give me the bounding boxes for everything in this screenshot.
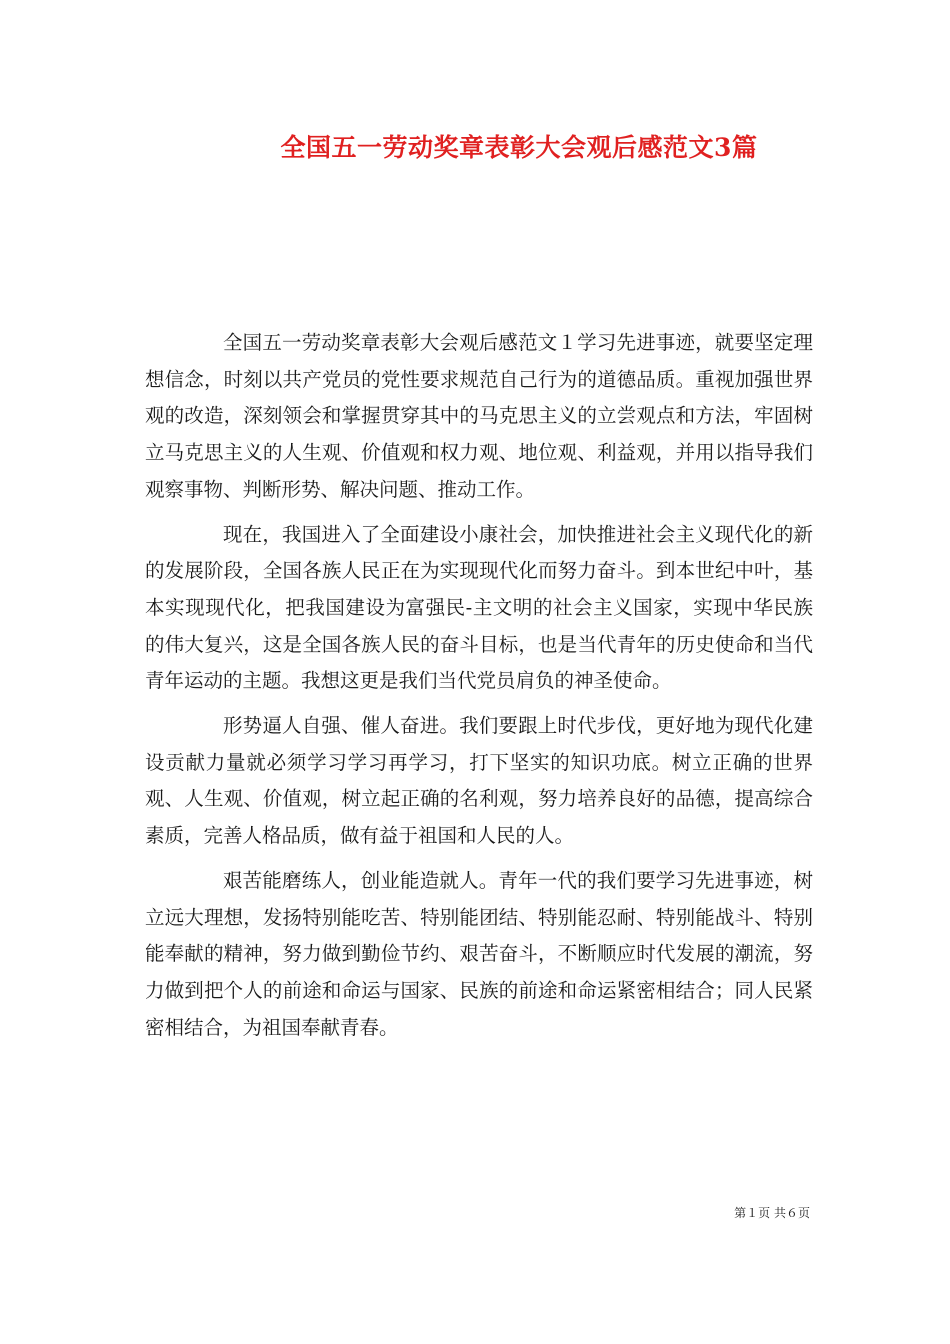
page-number-footer: 第１页 共６页 — [734, 1206, 810, 1220]
document-body — [145, 325, 813, 1054]
document-title: 全国五一劳动奖章表彰大会观后感范文3篇 — [280, 133, 758, 162]
paragraph-4: 艰苦能磨练人，创业能造就人。青年一代的我们要学习先进事迹，树立远大理想，发扬特别能吃苦、特别能团结、特别能忍耐、特别能战斗、特别能奉献的精神，努力做到勤俭节约、艰苦奋斗，不断顺应时代发展的潮流，努力做到把个人的前途和命运与国家、民族的前途和命运紧密相结合；同人民紧密相结合，为祖国奉献青春。 — [145, 868, 813, 1039]
paragraph-3: 形势逼人自强、催人奋进。我们要跟上时代步伐，更好地为现代化建设贡献力量就必须学习学习再学习，打下坚实的知识功底。树立正确的世界观、人生观、价值观，树立起正确的名利观，努力培养良好的品德，提高综合素质，完善人格品质，做有益于祖国和人民的人。 — [145, 714, 813, 848]
paragraph-2: 现在，我国进入了全面建设小康社会，加快推进社会主义现代化的新的发展阶段，全国各族人民正在为实现现代化而努力奋斗。到本世纪中叶，基本实现现代化，把我国建设为富强民-主文明的社会主义国家，实现中华民族的伟大复兴，这是全国各族人民的奋斗目标，也是当代青年的历史使命和当代青年运动的主题。我想这更是我们当代党员肩负的神圣使命。 — [145, 522, 813, 693]
paragraph-1: 全国五一劳动奖章表彰大会观后感范文１学习先进事迹，就要坚定理想信念，时刻以共产党员的党性要求规范自己行为的道德品质。重视加强世界观的改造，深刻领会和掌握贯穿其中的马克思主义的立尝观点和方法，牢固树立马克思主义的人生观、价值观和权力观、地位观、利益观，并用以指导我们观察事物、判断形势、解决问题、推动工作。 — [145, 331, 813, 501]
